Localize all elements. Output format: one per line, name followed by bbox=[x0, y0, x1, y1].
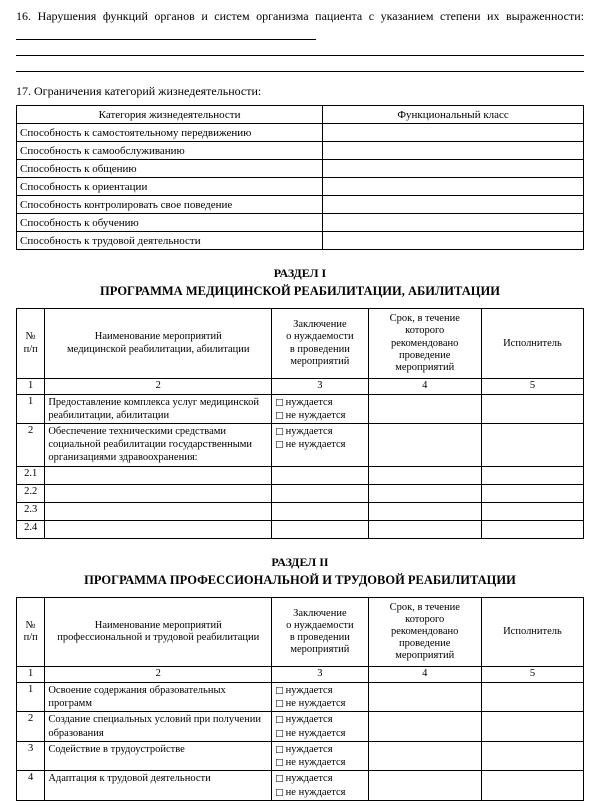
col-num-1: 1 bbox=[17, 666, 45, 682]
column-header-executor: Исполнитель bbox=[481, 309, 583, 378]
table-row bbox=[17, 741, 584, 771]
term-input[interactable] bbox=[368, 466, 481, 484]
option-not-needed-label: не нуждается bbox=[285, 439, 346, 451]
measure-name-line1: Содействие в трудоустройстве bbox=[48, 743, 185, 755]
checkbox-icon[interactable]: □ bbox=[275, 427, 284, 438]
measure-name-line1: Адаптация к трудовой деятельности bbox=[48, 773, 211, 785]
category-label: Способность к трудовой деятельности bbox=[17, 232, 323, 250]
category-label: Способность к самостоятельному передвижению bbox=[17, 124, 323, 142]
checkbox-icon[interactable]: □ bbox=[275, 699, 284, 710]
column-header-term-line5: мероприятий bbox=[395, 361, 455, 373]
term-input[interactable] bbox=[368, 682, 481, 712]
column-header-conclusion-line4: мероприятий bbox=[290, 643, 350, 655]
question-16 bbox=[16, 8, 584, 72]
term-input[interactable] bbox=[368, 771, 481, 801]
row-number: 2.4 bbox=[17, 520, 45, 538]
executor-input[interactable] bbox=[481, 771, 583, 801]
conclusion-options bbox=[272, 741, 368, 771]
conclusion-options bbox=[272, 424, 368, 466]
measure-name-line2: реабилитации, абилитации bbox=[48, 409, 170, 421]
category-label: Способность к общению bbox=[17, 160, 323, 178]
section-2-subtitle: ПРОГРАММА ПРОФЕССИОНАЛЬНОЙ И ТРУДОВОЙ РЕАБИЛИТАЦИИ bbox=[84, 572, 516, 587]
measure-name bbox=[45, 771, 272, 801]
question-17-label: Ограничения категорий жизнедеятельности: bbox=[34, 84, 262, 99]
column-header-number-line1: № bbox=[25, 619, 36, 631]
table-row bbox=[17, 124, 584, 142]
table-row bbox=[17, 142, 584, 160]
option-not-needed[interactable] bbox=[275, 409, 364, 422]
option-needed-label: нуждается bbox=[285, 684, 333, 696]
question-17 bbox=[16, 84, 584, 99]
col-num-5: 5 bbox=[481, 666, 583, 682]
option-not-needed-label: не нуждается bbox=[285, 727, 346, 739]
question-16-number: 16. bbox=[16, 9, 31, 23]
checkbox-icon[interactable]: □ bbox=[275, 397, 284, 408]
table-header-row bbox=[17, 106, 584, 124]
col-num-2: 2 bbox=[45, 378, 272, 394]
measure-name bbox=[45, 424, 272, 466]
question-17-number: 17. bbox=[16, 84, 31, 99]
column-header-conclusion-line3: в проведении bbox=[289, 343, 350, 355]
option-needed[interactable] bbox=[275, 396, 364, 409]
column-header-term-line3: рекомендовано bbox=[391, 625, 459, 637]
col-num-4: 4 bbox=[368, 378, 481, 394]
row-number: 1 bbox=[17, 682, 45, 712]
option-not-needed[interactable] bbox=[275, 786, 364, 799]
option-needed-label: нуждается bbox=[285, 426, 333, 438]
option-needed[interactable] bbox=[275, 425, 364, 438]
column-header-term-line4: проведение bbox=[399, 349, 451, 361]
column-header-number-line2: п/п bbox=[23, 343, 38, 355]
question-16-fill-line-2[interactable] bbox=[16, 40, 584, 56]
term-input[interactable] bbox=[368, 394, 481, 424]
column-header-term-line2: которого bbox=[405, 325, 445, 337]
row-number: 2.2 bbox=[17, 484, 45, 502]
category-label: Способность контролировать свое поведение bbox=[17, 196, 323, 214]
measure-name-line2: программ bbox=[48, 698, 92, 709]
conclusion-input[interactable] bbox=[272, 502, 368, 520]
executor-input[interactable] bbox=[481, 502, 583, 520]
conclusion-input[interactable] bbox=[272, 484, 368, 502]
column-header-number bbox=[17, 309, 45, 378]
table-row bbox=[17, 196, 584, 214]
option-needed[interactable] bbox=[275, 743, 364, 756]
table-row bbox=[17, 214, 584, 232]
conclusion-input[interactable] bbox=[272, 466, 368, 484]
table-row bbox=[17, 484, 584, 502]
executor-input[interactable] bbox=[481, 394, 583, 424]
option-not-needed[interactable] bbox=[275, 756, 364, 769]
col-num-1: 1 bbox=[17, 378, 45, 394]
column-header-measure-name-line2: профессиональной и трудовой реабилитации bbox=[57, 631, 260, 643]
table-row bbox=[17, 424, 584, 466]
medical-rehabilitation-table bbox=[16, 308, 584, 538]
functional-class-input[interactable] bbox=[323, 214, 584, 232]
measure-name-line1: Обеспечение техническими средствами bbox=[48, 426, 227, 438]
row-number: 2 bbox=[17, 712, 45, 742]
checkbox-icon[interactable]: □ bbox=[275, 410, 284, 421]
column-header-conclusion-line4: мероприятий bbox=[290, 355, 350, 367]
measure-name-line1: Предоставление комплекса услуг медицинской bbox=[48, 396, 259, 408]
executor-input[interactable] bbox=[481, 741, 583, 771]
measure-name-line2: социальной реабилитации государственными bbox=[48, 439, 253, 451]
option-needed[interactable] bbox=[275, 713, 364, 726]
column-header-term bbox=[368, 309, 481, 378]
checkbox-icon[interactable]: □ bbox=[275, 715, 284, 726]
column-header-executor: Исполнитель bbox=[481, 597, 583, 666]
table-row bbox=[17, 502, 584, 520]
option-needed-label: нуждается bbox=[285, 714, 333, 726]
measure-name-line2: образования bbox=[48, 727, 104, 739]
measure-name-line1: Создание специальных условий при получении bbox=[48, 714, 261, 726]
col-num-3: 3 bbox=[272, 378, 368, 394]
table-row bbox=[17, 466, 584, 484]
option-needed-label: нуждается bbox=[285, 743, 333, 755]
term-input[interactable] bbox=[368, 502, 481, 520]
column-header-conclusion-line3: в проведении bbox=[289, 631, 350, 643]
column-header-number-line2: п/п bbox=[23, 631, 38, 643]
column-header-number-line1: № bbox=[25, 331, 36, 343]
question-16-text bbox=[16, 8, 584, 40]
checkbox-icon[interactable]: □ bbox=[275, 774, 284, 785]
option-needed-label: нуждается bbox=[285, 773, 333, 785]
option-not-needed[interactable] bbox=[275, 438, 364, 451]
column-header-conclusion-line2: о нуждаемости bbox=[286, 331, 354, 343]
row-number: 2.3 bbox=[17, 502, 45, 520]
measure-name-input[interactable] bbox=[45, 520, 272, 538]
column-header-term-line2: которого bbox=[405, 613, 445, 625]
checkbox-icon[interactable]: □ bbox=[275, 787, 284, 798]
col-num-3: 3 bbox=[272, 666, 368, 682]
option-not-needed-label: не нуждается bbox=[285, 757, 346, 769]
section-1-subtitle: ПРОГРАММА МЕДИЦИНСКОЙ РЕАБИЛИТАЦИИ, АБИЛИТАЦИИ bbox=[100, 284, 500, 299]
col-num-2: 2 bbox=[45, 666, 272, 682]
category-label: Способность к самообслуживанию bbox=[17, 142, 323, 160]
measure-name bbox=[45, 682, 272, 712]
column-header-measure-name-line2: медицинской реабилитации, абилитации bbox=[67, 343, 250, 355]
table-row bbox=[17, 160, 584, 178]
column-header-number bbox=[17, 597, 45, 666]
checkbox-icon[interactable]: □ bbox=[275, 744, 284, 755]
checkbox-icon[interactable]: □ bbox=[275, 728, 284, 739]
executor-input[interactable] bbox=[481, 466, 583, 484]
executor-input[interactable] bbox=[481, 520, 583, 538]
measure-name-input[interactable] bbox=[45, 502, 272, 520]
col-num-5: 5 bbox=[481, 378, 583, 394]
checkbox-icon[interactable]: □ bbox=[275, 440, 284, 451]
column-header-conclusion bbox=[272, 309, 368, 378]
column-header-conclusion-line1: Заключение bbox=[293, 319, 347, 331]
term-input[interactable] bbox=[368, 712, 481, 742]
measure-name-input[interactable] bbox=[45, 466, 272, 484]
functional-class-input[interactable] bbox=[323, 124, 584, 142]
column-header-term-line5: мероприятий bbox=[395, 649, 455, 661]
column-header-measure-name-line1: Наименование мероприятий bbox=[94, 331, 222, 343]
column-header-measure-name bbox=[45, 597, 272, 666]
functional-class-input[interactable] bbox=[323, 160, 584, 178]
term-input[interactable] bbox=[368, 424, 481, 466]
conclusion-options bbox=[272, 682, 368, 712]
table-header-row bbox=[17, 309, 584, 378]
option-needed[interactable] bbox=[275, 772, 364, 785]
table-row bbox=[17, 771, 584, 801]
row-number: 2.1 bbox=[17, 466, 45, 484]
row-number: 2 bbox=[17, 424, 45, 466]
measure-name bbox=[45, 741, 272, 771]
column-header-term bbox=[368, 597, 481, 666]
table-column-number-row bbox=[17, 378, 584, 394]
question-16-fill-line-3[interactable] bbox=[16, 56, 584, 72]
conclusion-options bbox=[272, 394, 368, 424]
measure-name-line1: Освоение содержания образовательных bbox=[48, 684, 226, 696]
question-16-fill-line-1[interactable] bbox=[16, 28, 316, 40]
checkbox-icon[interactable]: □ bbox=[275, 758, 284, 769]
option-not-needed[interactable] bbox=[275, 727, 364, 740]
table-row bbox=[17, 682, 584, 712]
column-header-measure-name-line1: Наименование мероприятий bbox=[94, 619, 222, 631]
functional-class-input[interactable] bbox=[323, 232, 584, 250]
table-column-number-row bbox=[17, 666, 584, 682]
option-not-needed-label: не нуждается bbox=[285, 698, 346, 710]
category-label: Способность к обучению bbox=[17, 214, 323, 232]
row-number: 4 bbox=[17, 771, 45, 801]
conclusion-options bbox=[272, 712, 368, 742]
measure-name bbox=[45, 394, 272, 424]
column-header-conclusion-line1: Заключение bbox=[293, 607, 347, 619]
functional-class-input[interactable] bbox=[323, 196, 584, 214]
functional-class-input[interactable] bbox=[323, 178, 584, 196]
executor-input[interactable] bbox=[481, 484, 583, 502]
table-row bbox=[17, 178, 584, 196]
col-num-4: 4 bbox=[368, 666, 481, 682]
column-header-term-line4: проведение bbox=[399, 637, 451, 649]
executor-input[interactable] bbox=[481, 682, 583, 712]
term-input[interactable] bbox=[368, 484, 481, 502]
column-header-category: Категория жизнедеятельности bbox=[17, 106, 323, 124]
column-header-functional-class: Функциональный класс bbox=[323, 106, 584, 124]
table-header-row bbox=[17, 597, 584, 666]
functional-class-input[interactable] bbox=[323, 142, 584, 160]
term-input[interactable] bbox=[368, 520, 481, 538]
column-header-conclusion-line2: о нуждаемости bbox=[286, 619, 354, 631]
option-not-needed-label: не нуждается bbox=[285, 786, 346, 798]
table-row bbox=[17, 520, 584, 538]
column-header-conclusion bbox=[272, 597, 368, 666]
option-needed-label: нуждается bbox=[285, 396, 333, 408]
row-number: 1 bbox=[17, 394, 45, 424]
measure-name bbox=[45, 712, 272, 742]
section-2-title: РАЗДЕЛ II bbox=[271, 554, 329, 569]
professional-labor-rehabilitation-table bbox=[16, 597, 584, 801]
measure-name-line3: организациями здравоохранения: bbox=[48, 452, 198, 464]
column-header-term-line1: Срок, в течение bbox=[389, 313, 460, 325]
life-activity-limits-table bbox=[16, 105, 584, 250]
option-needed[interactable] bbox=[275, 684, 364, 697]
conclusion-options bbox=[272, 771, 368, 801]
section-1-title: РАЗДЕЛ I bbox=[273, 266, 327, 281]
executor-input[interactable] bbox=[481, 424, 583, 466]
checkbox-icon[interactable]: □ bbox=[275, 685, 284, 696]
conclusion-input[interactable] bbox=[272, 520, 368, 538]
option-not-needed[interactable] bbox=[275, 697, 364, 710]
measure-name-input[interactable] bbox=[45, 484, 272, 502]
executor-input[interactable] bbox=[481, 712, 583, 742]
row-number: 3 bbox=[17, 741, 45, 771]
question-16-label: Нарушения функций органов и систем организма пациента с указанием степени их выраженности: bbox=[37, 9, 584, 23]
column-header-term-line3: рекомендовано bbox=[391, 337, 459, 349]
category-label: Способность к ориентации bbox=[17, 178, 323, 196]
table-row bbox=[17, 394, 584, 424]
column-header-measure-name bbox=[45, 309, 272, 378]
table-row bbox=[17, 712, 584, 742]
table-row bbox=[17, 232, 584, 250]
column-header-term-line1: Срок, в течение bbox=[389, 601, 460, 613]
term-input[interactable] bbox=[368, 741, 481, 771]
option-not-needed-label: не нуждается bbox=[285, 409, 346, 421]
